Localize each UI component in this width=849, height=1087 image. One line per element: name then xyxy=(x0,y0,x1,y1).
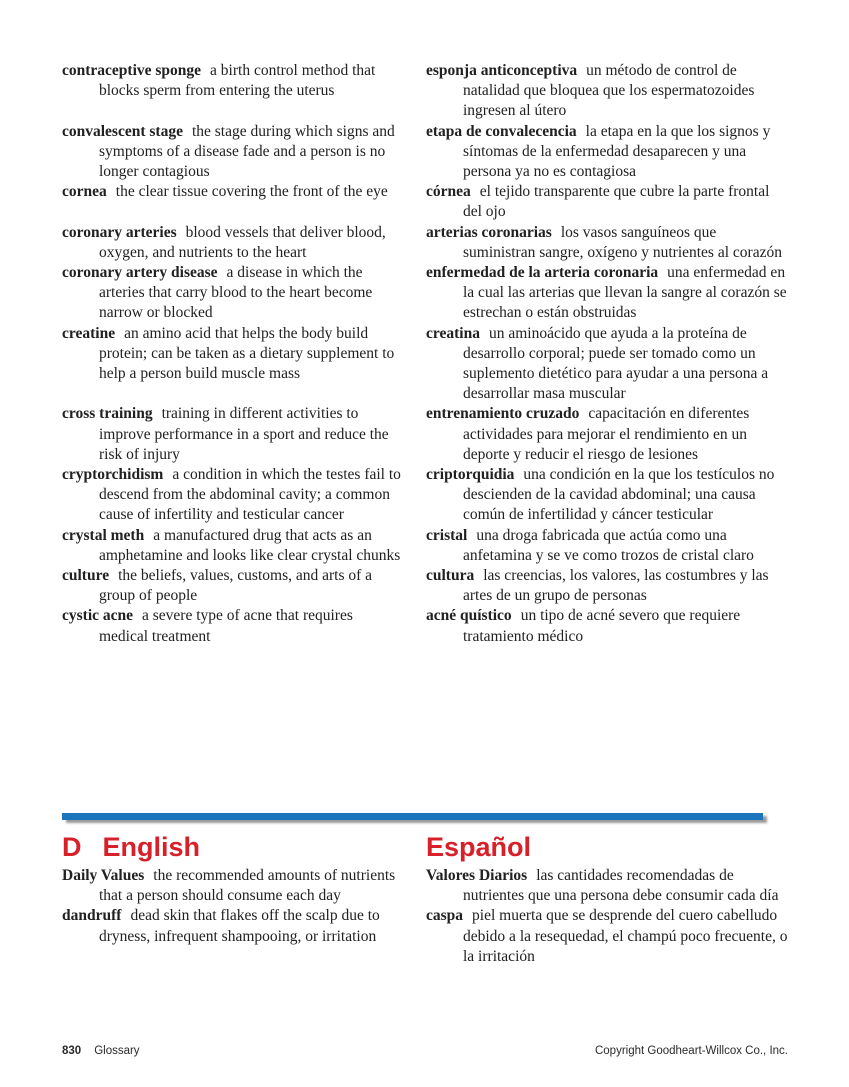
glossary-row xyxy=(62,465,792,526)
english-term: cross training xyxy=(62,405,153,423)
glossary-row xyxy=(62,526,792,566)
spanish-term: cristal xyxy=(426,526,468,544)
spanish-definition: un aminoácido que ayuda a la proteína de desarrollo corporal; puede ser tomado como un suplemento dietético para ayudar a una persona a desarrollar masa muscular xyxy=(463,324,769,403)
glossary-section-d xyxy=(62,866,792,967)
english-definition: a disease in which the arteries that carry blood to the heart become narrow or blocked xyxy=(99,264,373,322)
glossary-entry-spanish xyxy=(426,526,790,566)
glossary-entry-spanish xyxy=(426,906,790,967)
glossary-entry-spanish xyxy=(426,122,790,183)
english-heading-group xyxy=(62,833,426,863)
spanish-heading: Español xyxy=(426,832,532,862)
glossary-entry-spanish xyxy=(426,866,790,906)
english-definition: a severe type of acne that requires medical treatment xyxy=(99,607,353,645)
glossary-entry-spanish xyxy=(426,263,790,324)
spanish-term: córnea xyxy=(426,183,471,201)
english-definition: the beliefs, values, customs, and arts of a group of people xyxy=(99,567,373,605)
english-term: Daily Values xyxy=(62,867,145,884)
glossary-row xyxy=(62,866,792,906)
english-definition: the recommended amounts of nutrients that a person should consume each day xyxy=(99,867,396,905)
glossary-row xyxy=(62,404,792,465)
spanish-definition: las creencias, los valores, las costumbres y las artes de un grupo de personas xyxy=(463,567,769,605)
glossary-entry-spanish xyxy=(426,465,790,526)
footer-left xyxy=(62,1041,140,1061)
glossary-entry-english xyxy=(62,566,404,606)
english-definition: a birth control method that blocks sperm from entering the uterus xyxy=(99,62,376,100)
english-term: creatine xyxy=(62,324,116,342)
glossary-entry-spanish xyxy=(426,606,790,646)
spanish-definition: una enfermedad en la cual las arterias que llevan la sangre al corazón se estrechan o están obstruidas xyxy=(463,264,787,322)
english-term: convalescent stage xyxy=(62,122,183,140)
glossary-row xyxy=(62,182,792,222)
page-number: 830 xyxy=(62,1045,82,1057)
spanish-term: enfermedad de la arteria coronaria xyxy=(426,264,659,282)
glossary-entry-english xyxy=(62,404,404,465)
english-term: coronary arteries xyxy=(62,223,177,241)
glossary-entry-english xyxy=(62,606,404,646)
english-term: crystal meth xyxy=(62,526,145,544)
english-term: cryptorchidism xyxy=(62,466,164,484)
spanish-definition: una condición en la que los testículos no descienden de la cavidad abdominal; una causa común de infertilidad y cáncer testicular xyxy=(463,466,775,524)
english-term: dandruff xyxy=(62,907,122,925)
glossary-row xyxy=(62,906,792,967)
glossary-row xyxy=(62,122,792,183)
english-definition: an amino acid that helps the body build protein; can be taken as a dietary supplement to help a person build muscle mass xyxy=(99,324,395,383)
copyright-notice: Copyright Goodheart-Willcox Co., Inc. xyxy=(594,1045,788,1057)
page-footer xyxy=(62,1041,788,1061)
section-divider-bar xyxy=(62,813,763,820)
glossary-entry-english xyxy=(62,324,404,385)
glossary-row xyxy=(62,61,792,122)
glossary-entry-english xyxy=(62,526,404,566)
glossary-entry-english xyxy=(62,906,404,946)
english-term: culture xyxy=(62,567,110,585)
english-term: cystic acne xyxy=(62,607,134,625)
english-heading: English xyxy=(102,832,201,862)
glossary-row xyxy=(62,606,792,646)
glossary-row xyxy=(62,324,792,405)
glossary-entry-english xyxy=(62,465,404,526)
english-definition: a condition in which the testes fail to descend from the abdominal cavity; a common cause of infertility and testicular cancer xyxy=(99,466,401,524)
spanish-definition: la etapa en la que los signos y síntomas de la enfermedad desaparecen y una persona ya no es contagiosa xyxy=(463,122,771,181)
spanish-term: cultura xyxy=(426,567,475,585)
glossary-entry-english xyxy=(62,182,404,202)
glossary-entry-english xyxy=(62,263,404,324)
glossary-entry-english xyxy=(62,122,404,183)
english-term: coronary artery disease xyxy=(62,264,218,282)
spanish-heading-group xyxy=(426,833,531,863)
spanish-term: entrenamiento cruzado xyxy=(426,405,580,423)
spanish-definition: piel muerta que se desprende del cuero cabelludo debido a la resequedad, el champú poco frecuente, o la irritación xyxy=(463,907,788,965)
spanish-term: caspa xyxy=(426,907,464,925)
english-term: contraceptive sponge xyxy=(62,62,202,79)
glossary-entry-spanish xyxy=(426,404,790,465)
section-heading-row xyxy=(62,833,792,863)
section-letter: D xyxy=(62,832,82,862)
glossary-row xyxy=(62,566,792,606)
spanish-definition: capacitación en diferentes actividades para mejorar el rendimiento en un deporte y reducir el riesgo de lesiones xyxy=(463,405,750,463)
english-definition: training in different activities to improve performance in a sport and reduce the risk of injury xyxy=(99,405,389,463)
spanish-definition: un tipo de acné severo que requiere tratamiento médico xyxy=(463,607,741,645)
spanish-term: esponja anticonceptiva xyxy=(426,62,578,79)
spanish-definition: el tejido transparente que cubre la parte frontal del ojo xyxy=(463,183,770,221)
spanish-term: acné quístico xyxy=(426,607,512,625)
spanish-term: criptorquidia xyxy=(426,466,515,484)
glossary-entry-spanish xyxy=(426,61,790,122)
glossary-entry-english xyxy=(62,866,404,906)
spanish-definition: una droga fabricada que actúa como una anfetamina y se ve como trozos de cristal claro xyxy=(463,526,754,564)
glossary-row xyxy=(62,263,792,324)
glossary-row xyxy=(62,223,792,263)
spanish-definition: los vasos sanguíneos que suministran sangre, oxígeno y nutrientes al corazón xyxy=(463,223,782,261)
glossary-entry-english xyxy=(62,61,404,101)
glossary-entry-spanish xyxy=(426,566,790,606)
english-term: cornea xyxy=(62,183,107,201)
spanish-term: arterias coronarias xyxy=(426,223,552,241)
glossary-section-c xyxy=(62,61,792,647)
spanish-term: creatina xyxy=(426,324,480,342)
spanish-term: etapa de convalecencia xyxy=(426,122,577,140)
spanish-definition: las cantidades recomendadas de nutrientes que una persona debe consumir cada día xyxy=(463,867,779,905)
spanish-term: Valores Diarios xyxy=(426,867,528,884)
spanish-definition: un método de control de natalidad que bloquea que los espermatozoides ingresen al útero xyxy=(463,62,755,120)
english-definition: dead skin that flakes off the scalp due to dryness, infrequent shampooing, or irritation xyxy=(99,907,380,945)
english-definition: blood vessels that deliver blood, oxygen, and nutrients to the heart xyxy=(99,223,386,261)
glossary-entry-spanish xyxy=(426,324,790,405)
english-definition: the clear tissue covering the front of the eye xyxy=(115,183,388,201)
glossary-entry-spanish xyxy=(426,223,790,263)
glossary-entry-english xyxy=(62,223,404,263)
glossary-entry-spanish xyxy=(426,182,790,222)
footer-section-label: Glossary xyxy=(94,1045,140,1057)
english-definition: a manufactured drug that acts as an amphetamine and looks like clear crystal chunks xyxy=(99,526,401,564)
english-definition: the stage during which signs and symptoms of a disease fade and a person is no longer contagious xyxy=(99,122,395,181)
